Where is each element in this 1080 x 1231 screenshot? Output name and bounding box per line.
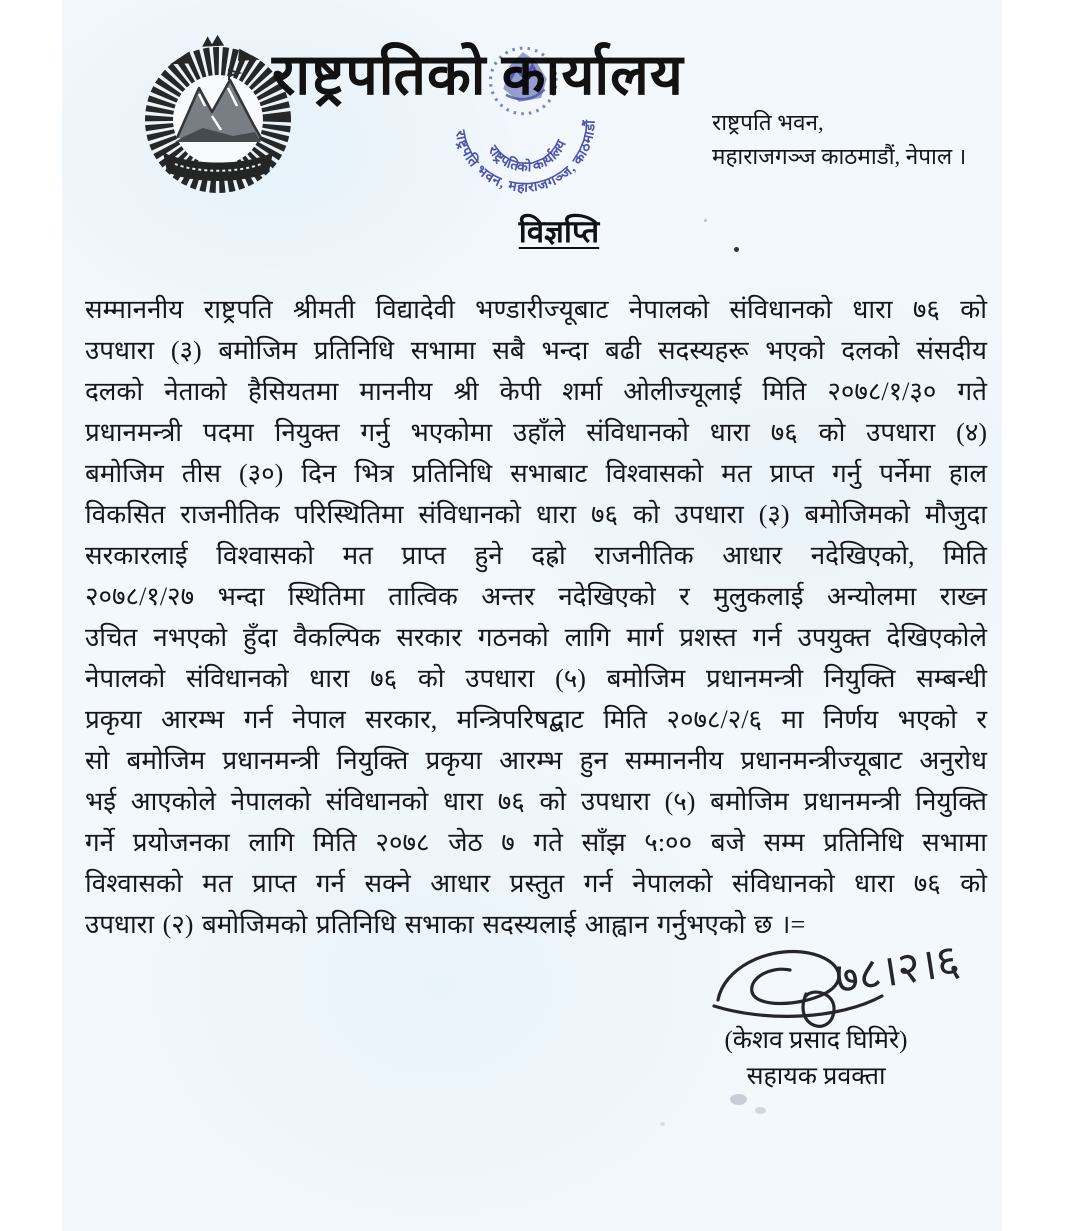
body-line: सम्माननीय राष्ट्रपति श्रीमती विद्यादेवी भण्डारीज्यूबाट नेपालको संविधानको धारा ७६ को [85,295,987,324]
ink-smudge [755,1107,766,1114]
stray-ink-dot [734,247,739,252]
notice-body [85,289,987,945]
stamp-inner-text: राष्ट्रपतिको कार्यालय [485,137,569,175]
body-line: उपधारा (२) बमोजिमको प्रतिनिधि सभाका सदस्यलाई आह्वान गर्नुभएको छ ।= [85,910,806,939]
office-stamp-icon [443,40,607,208]
body-line: उचित नभएको हुँदा वैकल्पिक सरकार गठनको लागि मार्ग प्रशस्त गर्न उपयुक्त देखिएकोले [85,623,987,652]
body-line: सरकारलाई विश्वासको मत प्राप्त हुने दह्रो राजनीतिक आधार नदेखिएको, मिति [85,541,987,570]
body-line: नेपालको संविधानको धारा ७६ को उपधारा (५) बमोजिम प्रधानमन्त्री नियुक्ति सम्बन्धी [85,664,987,693]
address-line-2: महाराजगञ्ज काठमाडौं, नेपाल । [712,144,967,169]
signature-handwritten-date: ७८।२।६ [831,936,963,1004]
body-line: २०७८/१/२७ भन्दा स्थितिमा तात्विक अन्तर नदेखिएको र मुलुकलाई अन्योलमा राख्न [85,582,987,611]
body-line: प्रधानमन्त्री पदमा नियुक्त गर्नु भएकोमा उहाँले संविधानको धारा ७६ को उपधारा (४) [85,418,987,447]
body-line: विकसित राजनीतिक परिस्थितिमा संविधानको धारा ७६ को उपधारा (३) बमोजिमको मौजुदा [85,500,987,529]
scan-speck [704,219,707,222]
body-line: प्रकृया आरम्भ गर्न नेपाल सरकार, मन्त्रिपरिषद्बाट मिति २०७८/२/६ मा निर्णय भएको र [85,705,987,734]
signatory-role: सहायक प्रवक्ता [746,1063,886,1090]
body-line: बमोजिम तीस (३०) दिन भित्र प्रतिनिधि सभाबाट विश्वासको मत प्राप्त गर्नु पर्नेमा हाल [85,459,987,488]
body-line: भई आएकोले नेपालको संविधानको धारा ७६ को उपधारा (५) बमोजिम प्रधानमन्त्री नियुक्ति [85,787,987,816]
address-block [712,106,966,174]
stamp-outer-text: राष्ट्रपति भवन, महाराजगञ्ज, काठमाडौं [452,118,598,195]
ink-smudge [730,1094,747,1105]
body-line: विश्वासको मत प्राप्त गर्न सक्ने आधार प्रस्तुत गर्न नेपालको संविधानको धारा ७६ को [85,869,987,898]
body-line: दलको नेताको हैसियतमा माननीय श्री केपी शर्मा ओलीज्यूलाई मिति २०७८/१/३० गते [85,377,987,406]
ink-smudge [660,1122,665,1126]
body-line: सो बमोजिम प्रधानमन्त्री नियुक्ति प्रकृया आरम्भ हुन सम्माननीय प्रधानमन्त्रीज्यूबाट अनुरोध [85,746,987,775]
office-title: राष्ट्रपतिको कार्यालय [272,44,684,107]
notice-title: विज्ञप्ति [518,214,600,249]
address-line-1: राष्ट्रपति भवन, [712,110,824,135]
body-line: गर्ने प्रयोजनका लागि मिति २०७८ जेठ ७ गते साँझ ५:०० बजे सम्म प्रतिनिधि सभामा [85,828,987,857]
body-line: उपधारा (३) बमोजिम प्रतिनिधि सभामा सबै भन्दा बढी सदस्यहरू भएको दलको संसदीय [85,336,987,365]
signatory-name: (केशव प्रसाद घिमिरे) [724,1027,908,1054]
svg-text:राष्ट्रपति भवन, महाराजगञ्ज, का [452,117,604,201]
